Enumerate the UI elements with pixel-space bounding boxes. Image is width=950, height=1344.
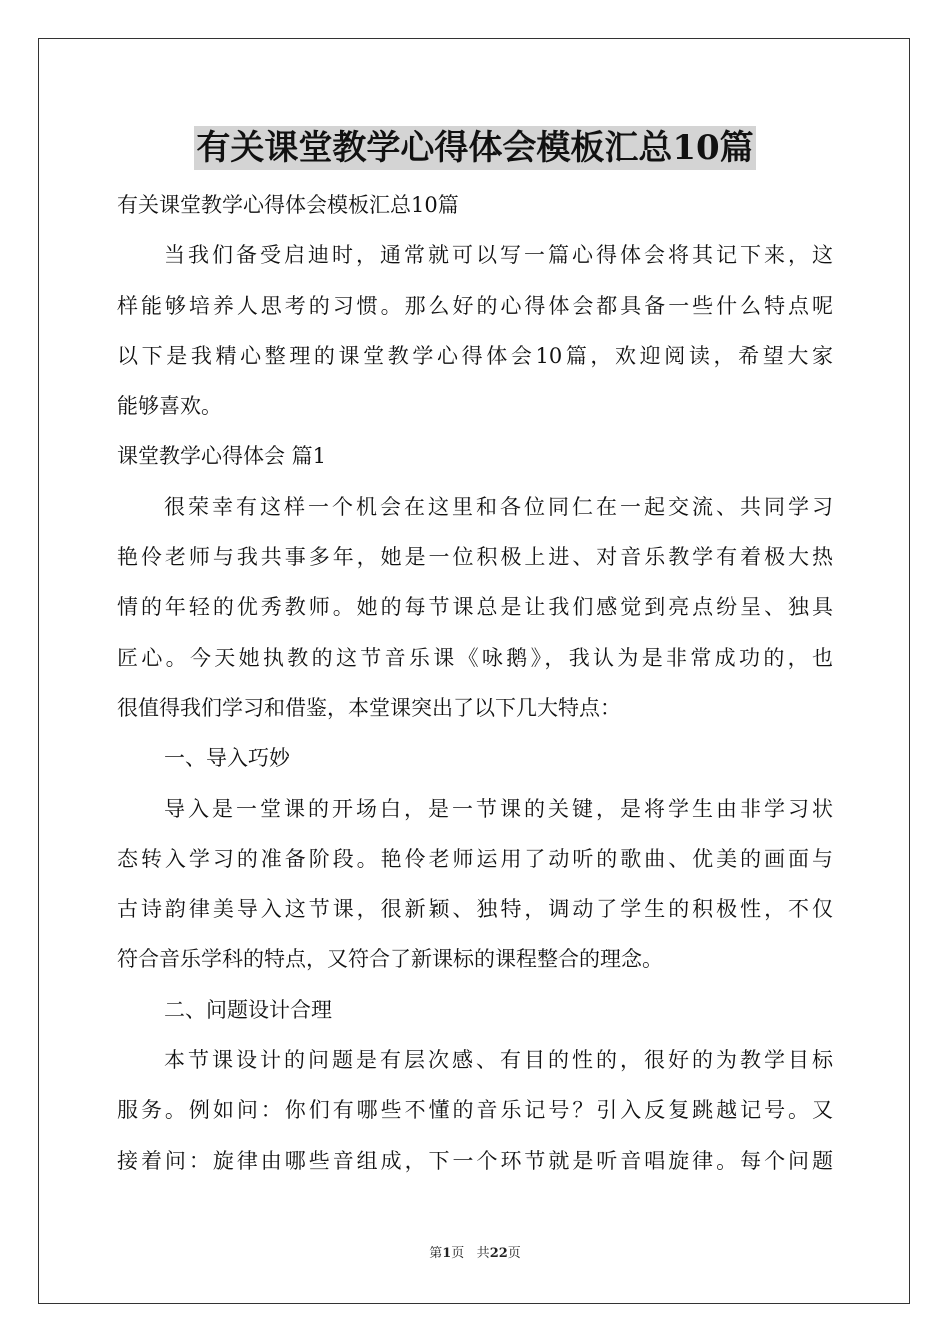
text-line: 以下是我精心整理的课堂教学心得体会10篇，欢迎阅读，希望大家 <box>117 343 833 368</box>
text-line: 有关课堂教学心得体会模板汇总10篇 <box>117 193 459 217</box>
text-line: 匠心。今天她执教的这节音乐课《咏鹅》，我认为是非常成功的，也 <box>117 645 833 670</box>
text-line: 能够喜欢。 <box>117 394 222 419</box>
text-line: 很荣幸有这样一个机会在这里和各位同仁在一起交流、共同学习 <box>164 494 833 519</box>
text-line: 情的年轻的优秀教师。她的每节课总是让我们感觉到亮点纷呈、独具 <box>117 595 833 620</box>
page-prefix: 第 <box>429 1246 443 1261</box>
text-line: 样能够培养人思考的习惯。那么好的心得体会都具备一些什么特点呢 <box>117 293 833 318</box>
text-line: 二、问题设计合理 <box>164 997 332 1022</box>
page-footer <box>0 1245 950 1263</box>
page-number: 1 <box>442 1246 452 1261</box>
text-line: 本节课设计的问题是有层次感、有目的性的，很好的为教学目标 <box>164 1048 833 1073</box>
text-line: 接着问：旋律由哪些音组成，下一个环节就是听音唱旋律。每个问题 <box>117 1148 833 1173</box>
total-prefix: 共 <box>476 1246 490 1261</box>
document-body <box>117 180 833 1186</box>
title-container <box>0 126 950 170</box>
text-line: 当我们备受启迪时，通常就可以写一篇心得体会将其记下来，这 <box>164 243 833 268</box>
text-line: 一、导入巧妙 <box>164 746 290 771</box>
total-pages: 22 <box>489 1246 508 1261</box>
text-line: 艳伶老师与我共事多年，她是一位积极上进、对音乐教学有着极大热 <box>117 545 833 570</box>
document-title: 有关课堂教学心得体会模板汇总10篇 <box>196 128 754 168</box>
text-line: 古诗韵律美导入这节课，很新颖、独特，调动了学生的积极性，不仅 <box>117 897 833 922</box>
total-suffix: 页 <box>507 1246 521 1261</box>
page-suffix: 页 <box>451 1246 465 1261</box>
text-line: 服务。例如问：你们有哪些不懂的音乐记号？引入反复跳越记号。又 <box>117 1098 833 1123</box>
text-line: 导入是一堂课的开场白，是一节课的关键，是将学生由非学习状 <box>164 796 833 821</box>
text-line: 态转入学习的准备阶段。艳伶老师运用了动听的歌曲、优美的画面与 <box>117 846 833 871</box>
text-line: 符合音乐学科的特点，又符合了新课标的课程整合的理念。 <box>117 947 663 972</box>
text-line: 很值得我们学习和借鉴，本堂课突出了以下几大特点： <box>117 695 621 720</box>
text-line: 课堂教学心得体会 篇1 <box>117 444 327 469</box>
